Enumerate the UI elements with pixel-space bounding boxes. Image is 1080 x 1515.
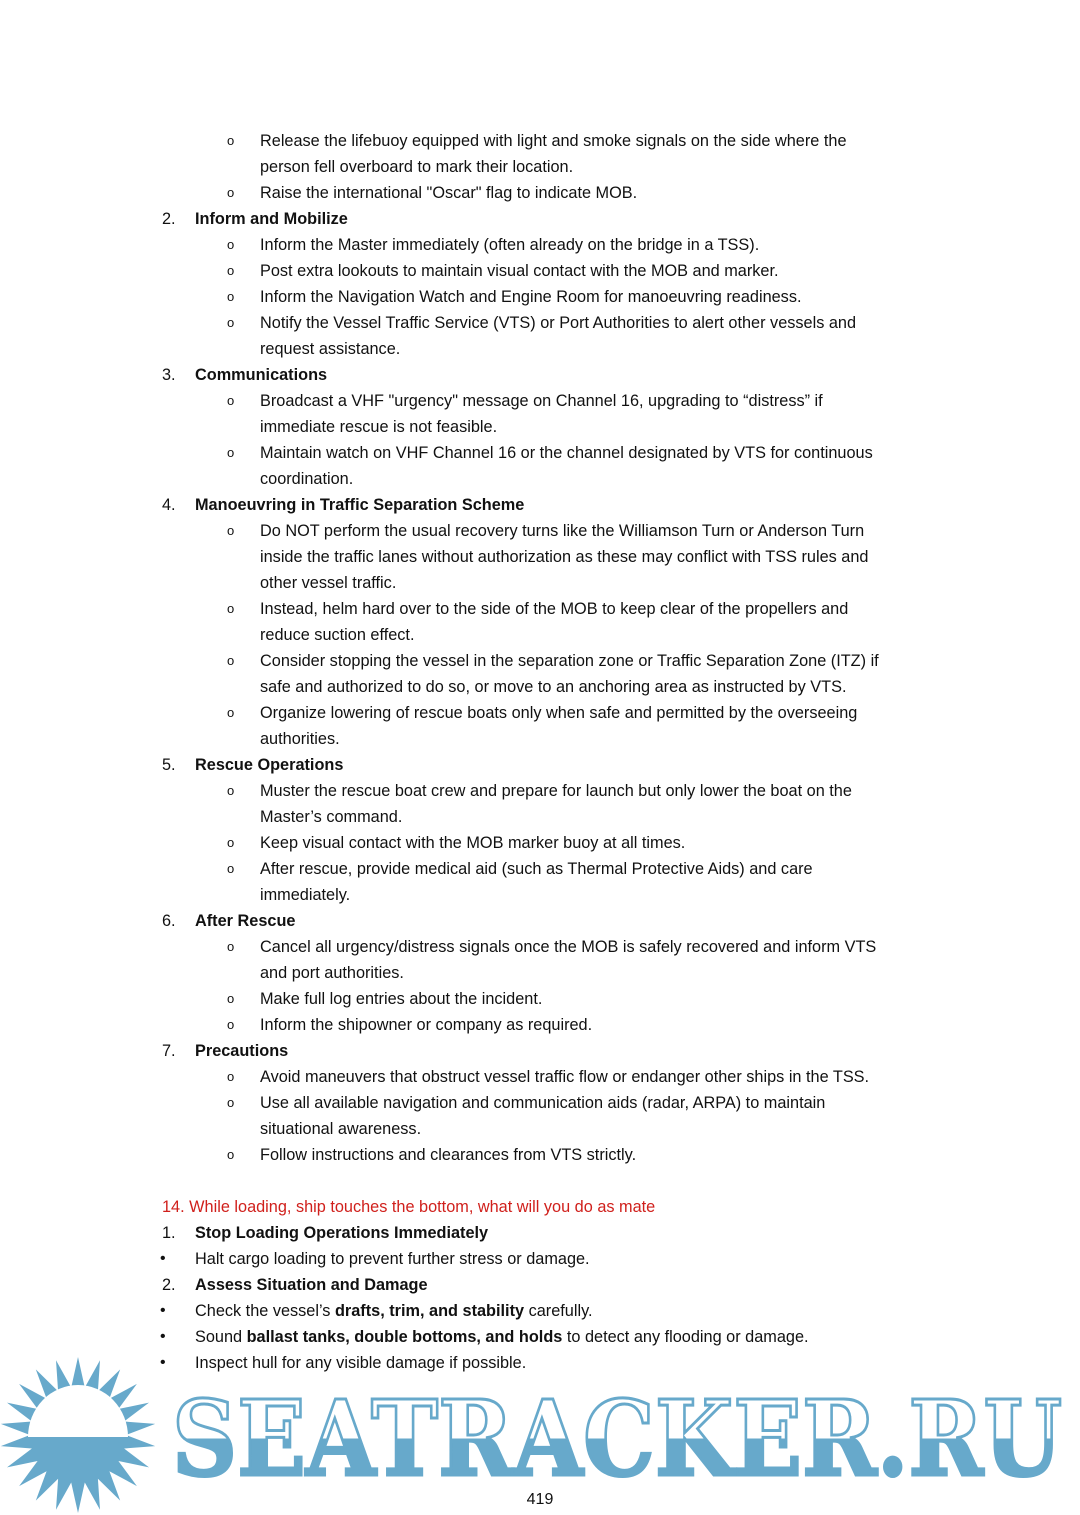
item-text-line: Maintain watch on VHF Channel 16 or the channel designated by VTS for continuous — [260, 444, 873, 462]
item-text-line: Avoid maneuvers that obstruct vessel traffic flow or endanger other ships in the TSS. — [260, 1068, 870, 1086]
sub-bullet-item — [0, 986, 1080, 1012]
item-text-line: reduce suction effect. — [260, 626, 415, 644]
item-text-line: Keep visual contact with the MOB marker buoy at all times. — [260, 834, 686, 852]
item-text-line: Follow instructions and clearances from VTS strictly. — [260, 1146, 637, 1164]
text-segment: to detect any flooding or damage. — [562, 1328, 809, 1346]
item-text-line: Organize lowering of rescue boats only when safe and permitted by the overseeing — [260, 704, 858, 722]
circle-bullet-icon: o — [227, 835, 235, 850]
circle-bullet-icon: o — [227, 1095, 235, 1110]
step-title: Stop Loading Operations Immediately — [195, 1224, 489, 1242]
bullet-icon: • — [160, 1328, 166, 1345]
item-text-line: Use all available navigation and communication aids (radar, ARPA) to maintain — [260, 1094, 826, 1112]
watermark-text: SEATRACKER.RU — [172, 1377, 1062, 1500]
item-text-line: Notify the Vessel Traffic Service (VTS) or Port Authorities to alert other vessels and — [260, 314, 857, 332]
step-title: After Rescue — [195, 912, 296, 930]
step-title: Precautions — [195, 1042, 289, 1060]
item-text-line: Release the lifebuoy equipped with light and smoke signals on the side where the — [260, 132, 847, 150]
circle-bullet-icon: o — [227, 133, 235, 148]
numbered-step — [0, 206, 1080, 232]
item-text-line: Raise the international "Oscar" flag to indicate MOB. — [260, 184, 638, 202]
sub-bullet-item — [0, 258, 1080, 284]
text-segment: Check the vessel’s — [195, 1302, 335, 1320]
circle-bullet-icon: o — [227, 861, 235, 876]
blank-line — [0, 1168, 1080, 1194]
sub-bullet-item — [0, 440, 1080, 492]
step-number: 3. — [162, 366, 176, 384]
circle-bullet-icon: o — [227, 185, 235, 200]
text-segment: Sound — [195, 1328, 247, 1346]
circle-bullet-icon: o — [227, 1069, 235, 1084]
sub-bullet-item — [0, 596, 1080, 648]
numbered-step — [0, 492, 1080, 518]
item-text-line: Make full log entries about the incident. — [260, 990, 543, 1008]
item-text-line: Instead, helm hard over to the side of the MOB to keep clear of the propellers and — [260, 600, 849, 618]
circle-bullet-icon: o — [227, 705, 235, 720]
item-text-line: and port authorities. — [260, 964, 404, 982]
numbered-step — [0, 752, 1080, 778]
circle-bullet-icon: o — [227, 289, 235, 304]
bullet-item — [0, 1298, 1080, 1324]
sub-bullet-item — [0, 934, 1080, 986]
step-title: Manoeuvring in Traffic Separation Scheme — [195, 496, 525, 514]
numbered-step — [0, 1272, 1080, 1298]
sub-bullet-item — [0, 232, 1080, 258]
step-number: 4. — [162, 496, 176, 514]
sub-bullet-item — [0, 518, 1080, 596]
page-number: 419 — [526, 1491, 554, 1508]
sub-bullet-item — [0, 700, 1080, 752]
step-number: 1. — [162, 1224, 176, 1242]
bullet-icon: • — [160, 1354, 166, 1371]
heading-text: 14. While loading, ship touches the bottom, what will you do as mate — [162, 1198, 656, 1216]
item-text-line: Inform the Master immediately (often already on the bridge in a TSS). — [260, 236, 760, 254]
item-text-line — [195, 1298, 1080, 1324]
step-number: 5. — [162, 756, 176, 774]
step-number: 2. — [162, 1276, 176, 1294]
sub-bullet-item — [0, 778, 1080, 830]
circle-bullet-icon: o — [227, 445, 235, 460]
item-text-line: authorities. — [260, 730, 340, 748]
step-number: 6. — [162, 912, 176, 930]
item-text-line: After rescue, provide medical aid (such as Thermal Protective Aids) and care — [260, 860, 813, 878]
circle-bullet-icon: o — [227, 601, 235, 616]
bullet-icon: • — [160, 1302, 166, 1319]
item-text-line — [195, 1324, 1080, 1350]
circle-bullet-icon: o — [227, 991, 235, 1006]
circle-bullet-icon: o — [227, 653, 235, 668]
item-text-line: immediately. — [260, 886, 351, 904]
item-text-line: Master’s command. — [260, 808, 403, 826]
item-text-line: Cancel all urgency/distress signals once the MOB is safely recovered and inform VTS — [260, 938, 877, 956]
bullet-icon: • — [160, 1250, 166, 1267]
numbered-step — [0, 1220, 1080, 1246]
bold-text: drafts, trim, and stability — [334, 1302, 525, 1320]
circle-bullet-icon: o — [227, 1147, 235, 1162]
circle-bullet-icon: o — [227, 523, 235, 538]
item-text-line: Broadcast a VHF "urgency" message on Channel 16, upgrading to “distress” if — [260, 392, 823, 410]
circle-bullet-icon: o — [227, 315, 235, 330]
sub-bullet-item — [0, 388, 1080, 440]
item-text-line: Post extra lookouts to maintain visual contact with the MOB and marker. — [260, 262, 779, 280]
bold-text: ballast tanks, double bottoms, and holds — [246, 1328, 563, 1346]
sub-bullet-item — [0, 284, 1080, 310]
text-segment: carefully. — [524, 1302, 593, 1320]
text-segment: Inspect hull for any visible damage if possible. — [195, 1354, 527, 1372]
document-body — [0, 128, 1080, 1376]
item-text-line — [195, 1246, 1080, 1272]
item-text-line: safe and authorized to do so, or move to an anchoring area as instructed by VTS. — [260, 678, 847, 696]
circle-bullet-icon: o — [227, 939, 235, 954]
sub-bullet-item — [0, 1012, 1080, 1038]
question-heading — [0, 1194, 1080, 1220]
item-text-line: request assistance. — [260, 340, 401, 358]
step-title: Assess Situation and Damage — [195, 1276, 428, 1294]
numbered-step — [0, 1038, 1080, 1064]
item-text-line: immediate rescue is not feasible. — [260, 418, 498, 436]
item-text-line: coordination. — [260, 470, 354, 488]
circle-bullet-icon: o — [227, 1017, 235, 1032]
numbered-step — [0, 908, 1080, 934]
step-number: 7. — [162, 1042, 176, 1060]
sun-logo-icon — [1, 1357, 155, 1513]
sub-bullet-item — [0, 830, 1080, 856]
item-text-line: inside the traffic lanes without authorization as these may conflict with TSS rules and — [260, 548, 869, 566]
step-title: Inform and Mobilize — [195, 210, 348, 228]
item-text-line: Inform the Navigation Watch and Engine Room for manoeuvring readiness. — [260, 288, 802, 306]
bullet-item — [0, 1246, 1080, 1272]
sub-bullet-item — [0, 1142, 1080, 1168]
sub-bullet-item — [0, 180, 1080, 206]
circle-bullet-icon: o — [227, 237, 235, 252]
sub-bullet-item — [0, 856, 1080, 908]
item-text-line: other vessel traffic. — [260, 574, 397, 592]
item-text-line: Inform the shipowner or company as required. — [260, 1016, 593, 1034]
text-segment: Halt cargo loading to prevent further stress or damage. — [195, 1250, 590, 1268]
circle-bullet-icon: o — [227, 393, 235, 408]
item-text-line: situational awareness. — [260, 1120, 422, 1138]
sub-bullet-item — [0, 1064, 1080, 1090]
bullet-item — [0, 1324, 1080, 1350]
item-text-line: Muster the rescue boat crew and prepare for launch but only lower the boat on the — [260, 782, 852, 800]
step-title: Communications — [195, 366, 328, 384]
step-number: 2. — [162, 210, 176, 228]
step-title: Rescue Operations — [195, 756, 344, 774]
item-text-line: person fell overboard to mark their location. — [260, 158, 574, 176]
circle-bullet-icon: o — [227, 783, 235, 798]
sub-bullet-item — [0, 128, 1080, 180]
numbered-step — [0, 362, 1080, 388]
item-text-line: Do NOT perform the usual recovery turns like the Williamson Turn or Anderson Turn — [260, 522, 865, 540]
sub-bullet-item — [0, 1090, 1080, 1142]
sub-bullet-item — [0, 310, 1080, 362]
circle-bullet-icon: o — [227, 263, 235, 278]
sub-bullet-item — [0, 648, 1080, 700]
item-text-line: Consider stopping the vessel in the separation zone or Traffic Separation Zone (ITZ) if — [260, 652, 879, 670]
